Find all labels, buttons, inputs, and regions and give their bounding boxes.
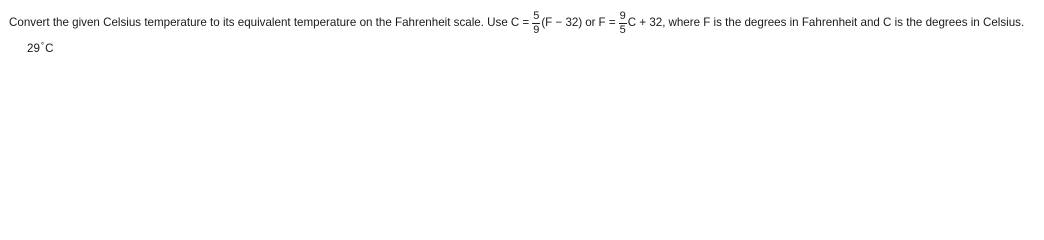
celsius-formula-lhs: C = [510,16,530,30]
celsius-formula-rhs: (F − 32) [541,16,583,30]
given-temperature-value: 29 [27,42,40,55]
question-intro-text: Convert the given Celsius temperature to its equivalent temperature on the Fahrenheit scale. Use [9,16,508,30]
formula-connector-text: or [585,16,596,30]
fahrenheit-formula-rhs: C + 32, [627,16,666,30]
fahrenheit-fraction-denominator: 5 [619,23,626,36]
fahrenheit-fraction-numerator: 9 [619,9,626,22]
degree-symbol: ° [40,41,45,50]
celsius-fraction-denominator: 9 [533,23,540,36]
celsius-formula-fraction [532,11,540,36]
given-temperature-unit: C [45,42,54,55]
fahrenheit-formula-lhs: F = [598,16,616,30]
given-celsius-temperature [27,42,53,55]
question-outro-text: where F is the degrees in Fahrenheit and C is the degrees in Celsius. [668,16,1025,30]
question-prompt [9,8,1039,38]
celsius-fraction-numerator: 5 [533,9,540,22]
fahrenheit-formula-fraction [619,11,627,36]
